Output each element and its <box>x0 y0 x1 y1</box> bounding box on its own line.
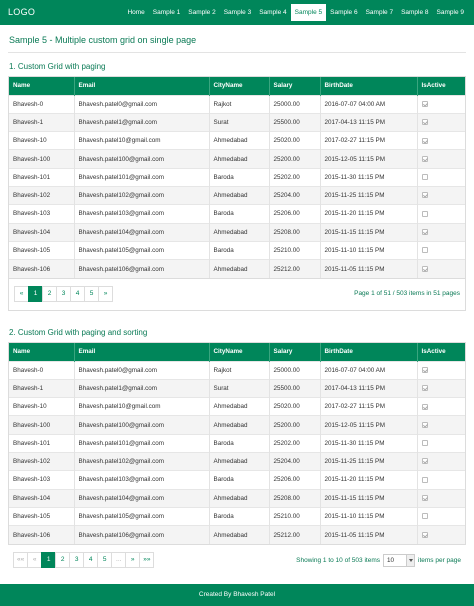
first-page-button[interactable]: «« <box>13 552 28 568</box>
grid2-table <box>9 343 465 544</box>
page-button-2[interactable]: 2 <box>55 552 70 568</box>
cell-name: Bhavesh-102 <box>9 186 74 204</box>
cell-city: Baroda <box>209 205 269 223</box>
cell-city: Rajkot <box>209 95 269 113</box>
cell-name: Bhavesh-103 <box>9 205 74 223</box>
page-button-1[interactable]: 1 <box>28 286 43 302</box>
cell-city: Ahmedabad <box>209 186 269 204</box>
cell-name: Bhavesh-104 <box>9 223 74 241</box>
cell-email: Bhavesh.patel105@gmail.com <box>74 241 209 259</box>
cell-isactive <box>417 489 465 507</box>
cell-birth: 2015-11-20 11:15 PM <box>320 471 417 489</box>
cell-city: Surat <box>209 379 269 397</box>
page-size-select[interactable] <box>383 554 415 567</box>
column-header-name[interactable]: Name <box>9 77 74 95</box>
isactive-checkbox <box>422 477 428 483</box>
cell-birth: 2015-11-30 11:15 PM <box>320 434 417 452</box>
page-size-suffix: items per page <box>418 557 461 564</box>
page-title: Sample 5 - Multiple custom grid on single page <box>9 35 197 45</box>
cell-isactive <box>417 260 465 278</box>
nav-item-sample-7[interactable]: Sample 7 <box>365 9 394 16</box>
cell-isactive <box>417 132 465 150</box>
table-row <box>9 241 465 259</box>
table-row <box>9 434 465 452</box>
cell-isactive <box>417 361 465 379</box>
divider <box>8 52 466 53</box>
grid2-showing-text: Showing 1 to 10 of 503 items <box>296 557 380 564</box>
cell-name: Bhavesh-104 <box>9 489 74 507</box>
isactive-checkbox <box>422 192 428 198</box>
isactive-checkbox <box>422 440 428 446</box>
page-button-3[interactable]: 3 <box>69 552 84 568</box>
cell-city: Baroda <box>209 168 269 186</box>
cell-birth: 2015-11-20 11:15 PM <box>320 205 417 223</box>
cell-isactive <box>417 471 465 489</box>
cell-name: Bhavesh-103 <box>9 471 74 489</box>
cell-isactive <box>417 526 465 544</box>
cell-email: Bhavesh.patel104@gmail.com <box>74 223 209 241</box>
isactive-checkbox <box>422 422 428 428</box>
cell-birth: 2016-07-07 04:00 AM <box>320 361 417 379</box>
table-row <box>9 132 465 150</box>
page-button-4[interactable]: 4 <box>70 286 85 302</box>
cell-salary: 25210.00 <box>269 241 320 259</box>
cell-email: Bhavesh.patel106@gmail.com <box>74 526 209 544</box>
isactive-checkbox <box>422 211 428 217</box>
page-button-4[interactable]: 4 <box>83 552 98 568</box>
cell-salary: 25020.00 <box>269 398 320 416</box>
table-row <box>9 260 465 278</box>
cell-birth: 2015-12-05 11:15 PM <box>320 416 417 434</box>
table-row <box>9 113 465 131</box>
cell-salary: 25210.00 <box>269 507 320 525</box>
column-header-cityname[interactable]: CityName <box>209 343 269 361</box>
cell-salary: 25020.00 <box>269 132 320 150</box>
cell-birth: 2017-04-13 11:15 PM <box>320 113 417 131</box>
grid2-header-row <box>9 343 465 361</box>
isactive-checkbox <box>422 385 428 391</box>
cell-name: Bhavesh-0 <box>9 95 74 113</box>
grid1-table <box>9 77 465 278</box>
nav-item-sample-6[interactable]: Sample 6 <box>330 9 358 16</box>
nav-links <box>123 4 468 21</box>
cell-city: Ahmedabad <box>209 452 269 470</box>
table-row <box>9 416 465 434</box>
nav-item-sample-1[interactable]: Sample 1 <box>152 9 181 16</box>
column-header-isactive[interactable]: IsActive <box>417 343 465 361</box>
table-row <box>9 507 465 525</box>
prev-page-button[interactable]: « <box>27 552 42 568</box>
column-header-salary[interactable]: Salary <box>269 343 320 361</box>
isactive-checkbox <box>422 458 428 464</box>
cell-birth: 2016-07-07 04:00 AM <box>320 95 417 113</box>
cell-city: Ahmedabad <box>209 526 269 544</box>
cell-salary: 25204.00 <box>269 186 320 204</box>
nav-item-sample-2[interactable]: Sample 2 <box>188 9 216 16</box>
last-page-button[interactable]: »» <box>139 552 154 568</box>
page-button-3[interactable]: 3 <box>56 286 71 302</box>
cell-isactive <box>417 241 465 259</box>
cell-isactive <box>417 434 465 452</box>
cell-isactive <box>417 205 465 223</box>
cell-email: Bhavesh.patel104@gmail.com <box>74 489 209 507</box>
next-page-button[interactable]: » <box>98 286 113 302</box>
column-header-cityname[interactable]: CityName <box>209 77 269 95</box>
cell-email: Bhavesh.patel105@gmail.com <box>74 507 209 525</box>
isactive-checkbox <box>422 495 428 501</box>
grid2 <box>8 342 466 545</box>
table-row <box>9 168 465 186</box>
cell-birth: 2017-02-27 11:15 PM <box>320 132 417 150</box>
column-header-birthdate[interactable]: BirthDate <box>320 343 417 361</box>
cell-name: Bhavesh-106 <box>9 260 74 278</box>
isactive-checkbox <box>422 247 428 253</box>
isactive-checkbox <box>422 138 428 144</box>
table-row <box>9 526 465 544</box>
cell-salary: 25212.00 <box>269 526 320 544</box>
cell-salary: 25208.00 <box>269 489 320 507</box>
isactive-checkbox <box>422 101 428 107</box>
cell-email: Bhavesh.patel102@gmail.com <box>74 186 209 204</box>
table-row <box>9 361 465 379</box>
cell-isactive <box>417 113 465 131</box>
column-header-birthdate[interactable]: BirthDate <box>320 77 417 95</box>
cell-city: Ahmedabad <box>209 132 269 150</box>
column-header-email[interactable]: Email <box>74 77 209 95</box>
nav-item-sample-8[interactable]: Sample 8 <box>401 9 429 16</box>
cell-isactive <box>417 507 465 525</box>
cell-email: Bhavesh.patel100@gmail.com <box>74 150 209 168</box>
isactive-checkbox <box>422 532 428 538</box>
table-row <box>9 186 465 204</box>
grid2-title: 2. Custom Grid with paging and sorting <box>9 328 148 337</box>
table-row <box>9 223 465 241</box>
grid1-pager-info: Page 1 of 51 / 503 items in 51 pages <box>354 290 460 297</box>
cell-salary: 25202.00 <box>269 434 320 452</box>
grid2-pager-info <box>296 554 461 567</box>
grid1-pagination <box>14 286 113 302</box>
cell-name: Bhavesh-101 <box>9 434 74 452</box>
cell-birth: 2015-11-15 11:15 PM <box>320 223 417 241</box>
nav-item-sample-3[interactable]: Sample 3 <box>223 9 252 16</box>
cell-email: Bhavesh.patel101@gmail.com <box>74 168 209 186</box>
cell-birth: 2017-04-13 11:15 PM <box>320 379 417 397</box>
cell-email: Bhavesh.patel10@gmail.com <box>74 132 209 150</box>
cell-salary: 25206.00 <box>269 205 320 223</box>
chevron-down-icon <box>406 555 414 566</box>
nav-item-sample-4[interactable]: Sample 4 <box>259 9 287 16</box>
cell-email: Bhavesh.patel1@gmail.com <box>74 379 209 397</box>
cell-email: Bhavesh.patel103@gmail.com <box>74 205 209 223</box>
column-header-email[interactable]: Email <box>74 343 209 361</box>
page-button-5[interactable]: 5 <box>97 552 112 568</box>
cell-city: Baroda <box>209 241 269 259</box>
cell-city: Baroda <box>209 507 269 525</box>
cell-name: Bhavesh-105 <box>9 507 74 525</box>
cell-salary: 25500.00 <box>269 113 320 131</box>
cell-birth: 2015-11-05 11:15 PM <box>320 526 417 544</box>
cell-birth: 2015-11-10 11:15 PM <box>320 241 417 259</box>
grid1-pager <box>8 278 466 311</box>
cell-name: Bhavesh-100 <box>9 150 74 168</box>
cell-name: Bhavesh-1 <box>9 379 74 397</box>
cell-city: Ahmedabad <box>209 489 269 507</box>
cell-salary: 25204.00 <box>269 452 320 470</box>
column-header-name[interactable]: Name <box>9 343 74 361</box>
grid2-pagination <box>13 552 154 568</box>
page-button-2[interactable]: 2 <box>42 286 57 302</box>
table-row <box>9 398 465 416</box>
footer: Created By Bhavesh Patel <box>0 584 474 606</box>
page-button-5[interactable]: 5 <box>84 286 99 302</box>
cell-name: Bhavesh-1 <box>9 113 74 131</box>
cell-salary: 25208.00 <box>269 223 320 241</box>
cell-city: Rajkot <box>209 361 269 379</box>
cell-isactive <box>417 452 465 470</box>
nav-item-sample-5[interactable]: Sample 5 <box>291 4 326 21</box>
isactive-checkbox <box>422 404 428 410</box>
cell-salary: 25000.00 <box>269 95 320 113</box>
isactive-checkbox <box>422 367 428 373</box>
isactive-checkbox <box>422 266 428 272</box>
next-page-button[interactable]: » <box>125 552 140 568</box>
nav-item-home[interactable]: Home <box>127 9 145 16</box>
table-row <box>9 471 465 489</box>
cell-salary: 25200.00 <box>269 416 320 434</box>
cell-email: Bhavesh.patel0@gmail.com <box>74 95 209 113</box>
isactive-checkbox <box>422 229 428 235</box>
cell-birth: 2015-11-10 11:15 PM <box>320 507 417 525</box>
cell-birth: 2017-02-27 11:15 PM <box>320 398 417 416</box>
cell-birth: 2015-12-05 11:15 PM <box>320 150 417 168</box>
page-ellipsis: ... <box>111 552 126 568</box>
nav-item-sample-9[interactable]: Sample 9 <box>436 9 464 16</box>
cell-email: Bhavesh.patel102@gmail.com <box>74 452 209 470</box>
cell-salary: 25206.00 <box>269 471 320 489</box>
cell-email: Bhavesh.patel100@gmail.com <box>74 416 209 434</box>
cell-city: Baroda <box>209 471 269 489</box>
grid2-pager <box>8 545 466 578</box>
page-size-value: 10 <box>387 557 395 564</box>
cell-isactive <box>417 223 465 241</box>
cell-isactive <box>417 95 465 113</box>
cell-salary: 25200.00 <box>269 150 320 168</box>
cell-name: Bhavesh-10 <box>9 132 74 150</box>
cell-name: Bhavesh-105 <box>9 241 74 259</box>
cell-email: Bhavesh.patel103@gmail.com <box>74 471 209 489</box>
grid1-title: 1. Custom Grid with paging <box>9 62 106 71</box>
cell-name: Bhavesh-0 <box>9 361 74 379</box>
column-header-isactive[interactable]: IsActive <box>417 77 465 95</box>
cell-city: Ahmedabad <box>209 260 269 278</box>
cell-email: Bhavesh.patel106@gmail.com <box>74 260 209 278</box>
page-button-1[interactable]: 1 <box>41 552 56 568</box>
cell-salary: 25212.00 <box>269 260 320 278</box>
cell-email: Bhavesh.patel10@gmail.com <box>74 398 209 416</box>
cell-isactive <box>417 398 465 416</box>
cell-isactive <box>417 168 465 186</box>
cell-birth: 2015-11-25 11:15 PM <box>320 186 417 204</box>
cell-birth: 2015-11-30 11:15 PM <box>320 168 417 186</box>
cell-isactive <box>417 379 465 397</box>
navbar <box>0 0 474 25</box>
cell-name: Bhavesh-102 <box>9 452 74 470</box>
cell-birth: 2015-11-15 11:15 PM <box>320 489 417 507</box>
isactive-checkbox <box>422 513 428 519</box>
cell-email: Bhavesh.patel0@gmail.com <box>74 361 209 379</box>
table-row <box>9 379 465 397</box>
table-row <box>9 150 465 168</box>
cell-isactive <box>417 186 465 204</box>
cell-city: Ahmedabad <box>209 398 269 416</box>
cell-email: Bhavesh.patel1@gmail.com <box>74 113 209 131</box>
prev-page-button[interactable]: « <box>14 286 29 302</box>
cell-salary: 25202.00 <box>269 168 320 186</box>
cell-birth: 2015-11-25 11:15 PM <box>320 452 417 470</box>
grid1-header-row <box>9 77 465 95</box>
table-row <box>9 95 465 113</box>
cell-name: Bhavesh-10 <box>9 398 74 416</box>
cell-city: Surat <box>209 113 269 131</box>
cell-salary: 25500.00 <box>269 379 320 397</box>
isactive-checkbox <box>422 119 428 125</box>
grid1 <box>8 76 466 279</box>
cell-city: Baroda <box>209 434 269 452</box>
cell-birth: 2015-11-05 11:15 PM <box>320 260 417 278</box>
isactive-checkbox <box>422 174 428 180</box>
table-row <box>9 205 465 223</box>
cell-isactive <box>417 150 465 168</box>
cell-salary: 25000.00 <box>269 361 320 379</box>
cell-name: Bhavesh-106 <box>9 526 74 544</box>
logo[interactable]: LOGO <box>8 7 36 17</box>
cell-city: Ahmedabad <box>209 416 269 434</box>
column-header-salary[interactable]: Salary <box>269 77 320 95</box>
cell-name: Bhavesh-101 <box>9 168 74 186</box>
cell-isactive <box>417 416 465 434</box>
cell-city: Ahmedabad <box>209 150 269 168</box>
cell-email: Bhavesh.patel101@gmail.com <box>74 434 209 452</box>
cell-name: Bhavesh-100 <box>9 416 74 434</box>
table-row <box>9 452 465 470</box>
cell-city: Ahmedabad <box>209 223 269 241</box>
table-row <box>9 489 465 507</box>
isactive-checkbox <box>422 156 428 162</box>
